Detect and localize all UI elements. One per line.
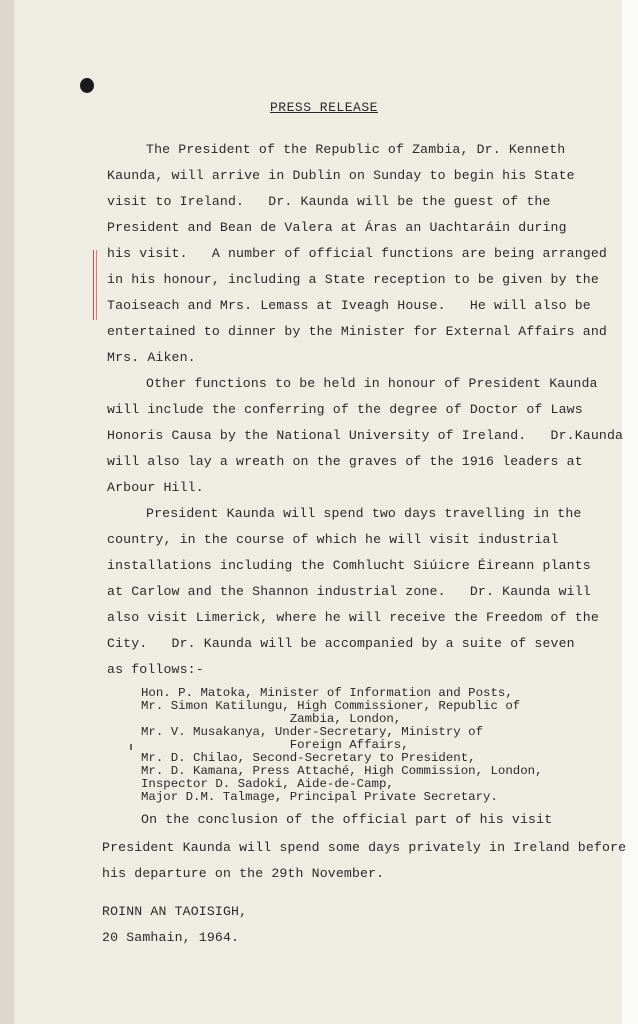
paragraph-1-line: Kaunda, will arrive in Dublin on Sunday to begin his State: [107, 168, 575, 183]
suite-member: Mr. V. Musakanya, Under-Secretary, Ministry of: [141, 725, 484, 739]
suite-member: Major D.M. Talmage, Principal Private Secretary.: [141, 790, 498, 804]
paragraph-4-line: President Kaunda will spend some days privately in Ireland before: [102, 840, 627, 855]
paragraph-1-line: in his honour, including a State reception to be given by the: [107, 272, 599, 287]
paragraph-3-line: country, in the course of which he will visit industrial: [107, 532, 559, 547]
suite-member-continued: Zambia, London,: [141, 712, 402, 726]
paragraph-1-line: President and Bean de Valera at Áras an Uachtaráin during: [107, 220, 567, 235]
paragraph-1-line: The President of the Republic of Zambia, Dr. Kenneth: [146, 142, 566, 157]
document-date: 20 Samhain, 1964.: [102, 930, 240, 945]
paragraph-3-line: City. Dr. Kaunda will be accompanied by a suite of seven: [107, 636, 575, 651]
punch-hole: [80, 78, 94, 93]
suite-member: Hon. P. Matoka, Minister of Information and Posts,: [141, 686, 513, 700]
department-signature: ROINN AN TAOISIGH,: [102, 904, 248, 919]
suite-member: Mr. D. Chilao, Second-Secretary to President,: [141, 751, 476, 765]
paragraph-2-line: Other functions to be held in honour of President Kaunda: [146, 376, 598, 391]
paragraph-1-line: his visit. A number of official functions are being arranged: [107, 246, 607, 261]
paragraph-2-line: Arbour Hill.: [107, 480, 204, 495]
paragraph-2-line: will also lay a wreath on the graves of the 1916 leaders at: [107, 454, 583, 469]
margin-tick: [130, 744, 132, 750]
suite-member: Mr. D. Kamana, Press Attaché, High Commission, London,: [141, 764, 543, 778]
paragraph-2-line: Honoris Causa by the National University of Ireland. Dr.Kaunda: [107, 428, 624, 443]
paragraph-3-line: also visit Limerick, where he will receive the Freedom of the: [107, 610, 599, 625]
suite-member: Inspector D. Sadoki, Aide-de-Camp,: [141, 777, 394, 791]
paragraph-1-line: entertained to dinner by the Minister for External Affairs and: [107, 324, 607, 339]
paragraph-3-line: as follows:-: [107, 662, 204, 677]
margin-pencil-mark: [93, 250, 97, 320]
paragraph-1-line: visit to Ireland. Dr. Kaunda will be the guest of the: [107, 194, 551, 209]
paragraph-1-line: Taoiseach and Mrs. Lemass at Iveagh House. He will also be: [107, 298, 591, 313]
paragraph-3-line: at Carlow and the Shannon industrial zone. Dr. Kaunda will: [107, 584, 591, 599]
paragraph-4-line: On the conclusion of the official part of his visit: [141, 812, 553, 827]
paragraph-3-line: installations including the Comhlucht Siúicre Éireann plants: [107, 558, 591, 573]
suite-member-continued: Foreign Affairs,: [141, 738, 409, 752]
suite-member: Mr. Simon Katilungu, High Commissioner, Republic of: [141, 699, 521, 713]
paragraph-4-line: his departure on the 29th November.: [102, 866, 385, 881]
scan-left-edge: [0, 0, 14, 1024]
scan-right-edge: [622, 0, 638, 1024]
paragraph-1-line: Mrs. Aiken.: [107, 350, 196, 365]
paragraph-2-line: will include the conferring of the degree of Doctor of Laws: [107, 402, 583, 417]
paragraph-3-line: President Kaunda will spend two days travelling in the: [146, 506, 582, 521]
page-title: PRESS RELEASE: [270, 100, 378, 115]
